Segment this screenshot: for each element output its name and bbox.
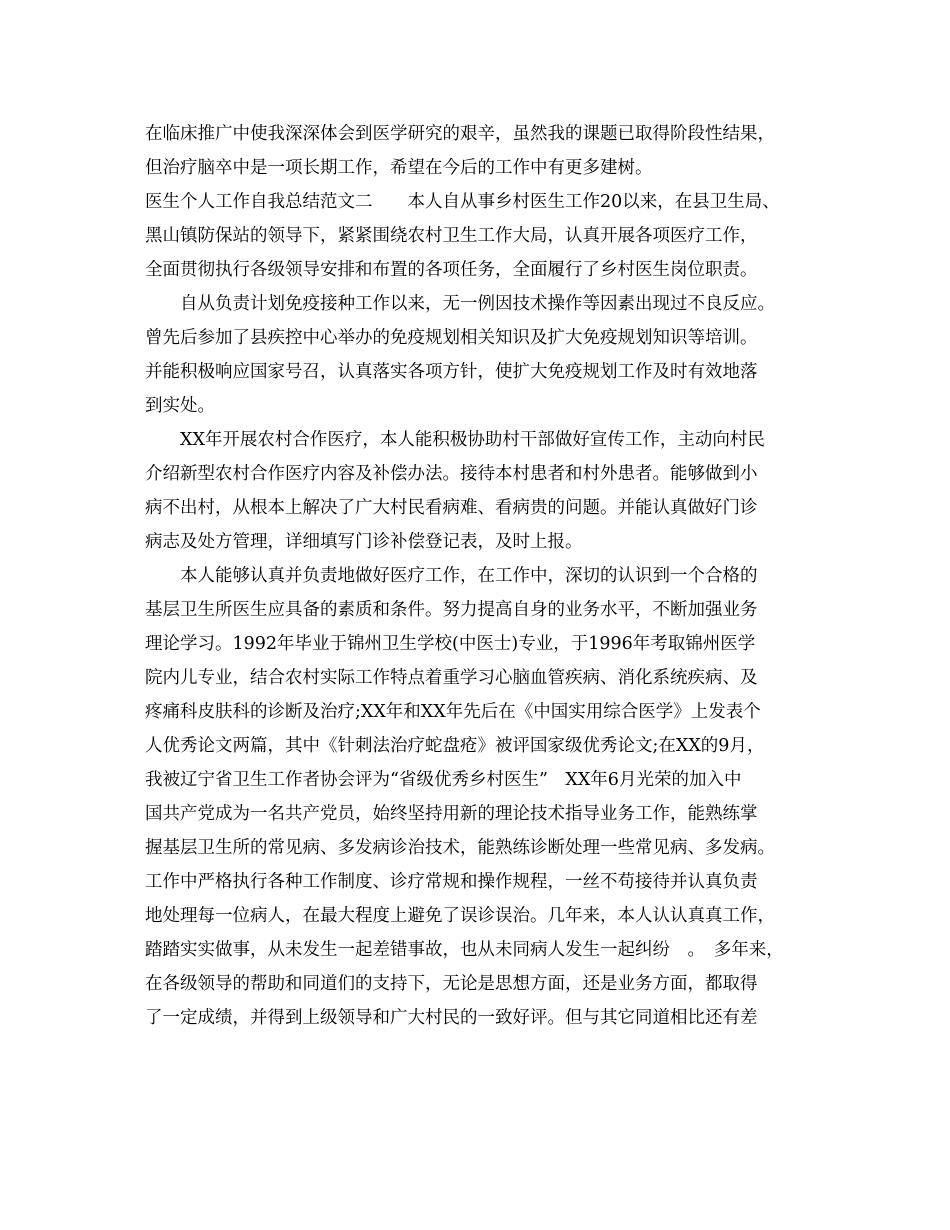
text-line: 黑山镇防保站的领导下，紧紧围绕农村卫生工作大局，认真开展各项医疗工作， [145,226,758,246]
text-line: 地处理每一位病人，在最大程度上避免了误诊误治。几年来，本人认认真真工作， [145,906,775,926]
text-line: 基层卫生所医生应具备的素质和条件。努力提高自身的业务水平，不断加强业务 [145,600,758,620]
text-line: 病志及处方管理，详细填写门诊补偿登记表，及时上报。 [145,532,583,552]
text-line: 介绍新型农村合作医疗内容及补偿办法。接待本村患者和村外患者。能够做到小 [145,464,758,484]
text-line: 曾先后参加了县疾控中心举办的免疫规划相关知识及扩大免疫规划知识等培训。 [145,328,758,348]
text-line: 到实处。 [145,396,215,416]
text-line: 人优秀论文两篇，其中《针刺法治疗蛇盘疮》被评国家级优秀论文;在XX的9月， [145,736,765,756]
text-line: XX年开展农村合作医疗，本人能积极协助村干部做好宣传工作，主动向村民 [145,430,765,450]
text-line: 踏踏实实做事，从未发生一起差错事故，也从未同病人发生一起纠纷 。 多年来， [145,940,784,960]
text-line: 医生个人工作自我总结范文二 本人自从事乡村医生工作20以来，在县卫生局、 [145,192,780,212]
text-line: 全面贯彻执行各级领导安排和布置的各项任务，全面履行了乡村医生岗位职责。 [145,260,758,280]
text-line: 了一定成绩，并得到上级领导和广大村民的一致好评。但与其它同道相比还有差 [145,1008,758,1028]
text-line: 病不出村，从根本上解决了广大村民看病难、看病贵的问题。并能认真做好门诊 [145,498,758,518]
document-body [145,117,845,1035]
text-line: 并能积极响应国家号召，认真落实各项方针，使扩大免疫规划工作及时有效地落 [145,362,758,382]
text-line: 院内儿专业，结合农村实际工作特点着重学习心脑血管疾病、消化系统疾病、及 [145,668,758,688]
text-line: 在临床推广中使我深深体会到医学研究的艰辛，虽然我的课题已取得阶段性结果， [145,124,775,144]
text-line: 国共产党成为一名共产党员，始终坚持用新的理论技术指导业务工作，能熟练掌 [145,804,758,824]
text-line: 在各级领导的帮助和同道们的支持下，无论是思想方面，还是业务方面，都取得 [145,974,758,994]
text-line: 我被辽宁省卫生工作者协会评为“省级优秀乡村医生” XX年6月光荣的加入中 [145,770,742,790]
text-line: 本人能够认真并负责地做好医疗工作，在工作中，深切的认识到一个合格的 [145,566,758,586]
text-line: 自从负责计划免疫接种工作以来，无一例因技术操作等因素出现过不良反应。 [145,294,775,314]
text-line: 但治疗脑卒中是一项长期工作，希望在今后的工作中有更多建树。 [145,158,653,178]
text-line: 握基层卫生所的常见病、多发病诊治技术，能熟练诊断处理一些常见病、多发病。 [145,838,775,858]
text-line: 疼痛科皮肤科的诊断及治疗;XX年和XX年先后在《中国实用综合医学》上发表个 [145,702,761,722]
text-line: 理论学习。1992年毕业于锦州卫生学校(中医士)专业，于1996年考取锦州医学 [145,634,756,654]
text-line: 工作中严格执行各种工作制度、诊疗常规和操作规程，一丝不苟接待并认真负责 [145,872,758,892]
